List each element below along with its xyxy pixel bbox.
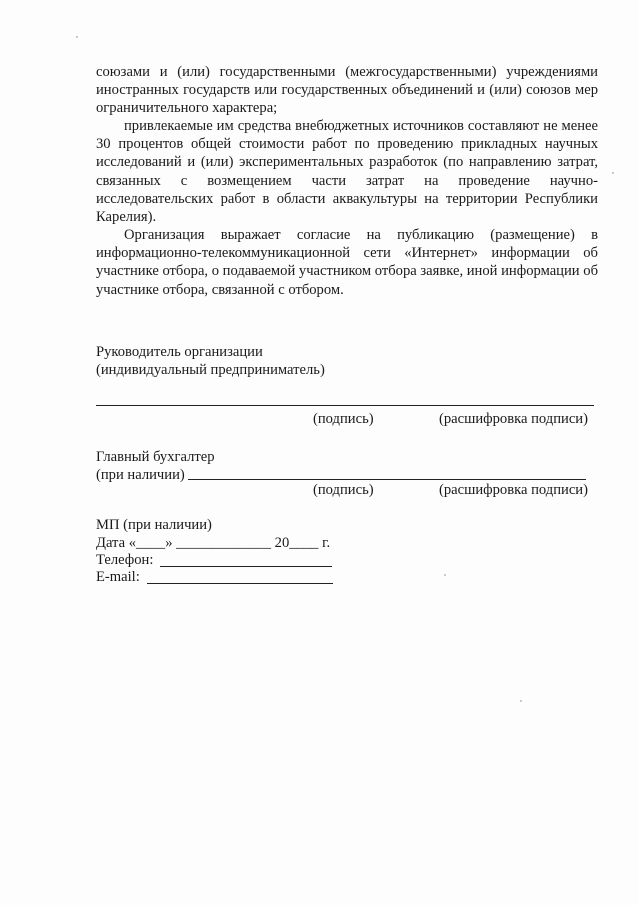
accountant-decoding-caption: (расшифровка подписи) [439, 482, 588, 498]
email-label: E-mail: [96, 569, 140, 585]
date-line: Дата «____» _____________ 20____ г. [96, 535, 331, 551]
accountant-signature-caption: (подпись) [313, 482, 374, 498]
accountant-signature-line [188, 479, 586, 480]
scan-speck [520, 700, 522, 702]
paragraph-extrabudgetary-funds: привлекаемые им средства внебюджетных источников составляют не менее 30 процентов общей стоимости работ по проведению прикладных научных исследований и (или) экспериментальных разработок (по направлению затрат, связанных с возмещением части затрат на проведение научно-исследовательских работ в области аквакультуры на территории Республики Карелия). [96, 118, 598, 226]
accountant-title: Главный бухгалтер [96, 449, 215, 465]
head-signature-caption: (подпись) [313, 411, 374, 427]
email-blank-line [147, 583, 333, 584]
paragraph-restrictions: союзами и (или) государственными (межгосударственными) учреждениями иностранных государств или государственных объединений и (или) союзов мер ограничительного характера; [96, 64, 598, 117]
paragraph-publication-consent: Организация выражает согласие на публикацию (размещение) в информационно-телекоммуникационной сети «Интернет» информации об участнике отбора, о подаваемой участником отбора заявке, иной информации об участнике отбора, связанной с отбором. [96, 227, 598, 298]
phone-label: Телефон: [96, 552, 154, 568]
head-decoding-caption: (расшифровка подписи) [439, 411, 588, 427]
accountant-subtitle: (при наличии) [96, 467, 185, 483]
head-subtitle: (индивидуальный предприниматель) [96, 362, 325, 378]
head-title: Руководитель организации [96, 344, 263, 360]
head-signature-line [96, 405, 594, 406]
stamp-label: МП (при наличии) [96, 517, 212, 533]
scan-speck [612, 172, 614, 174]
scan-speck [444, 574, 446, 576]
phone-blank-line [160, 566, 332, 567]
scan-speck [76, 36, 78, 38]
